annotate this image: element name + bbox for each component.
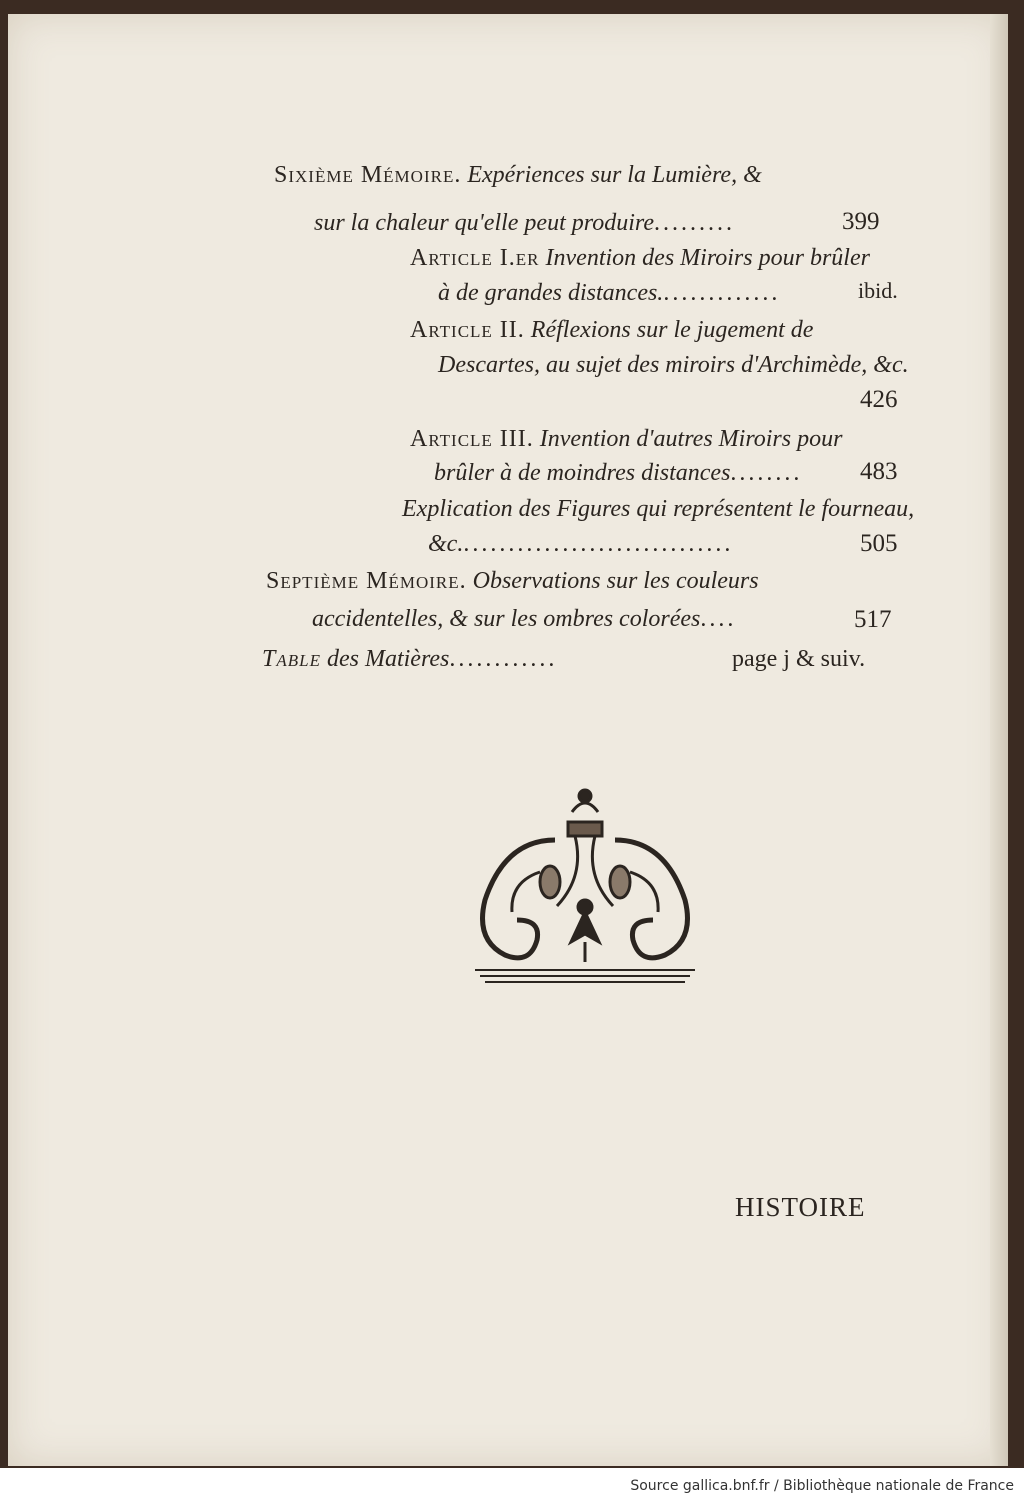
- page-number-483: 483: [860, 458, 898, 485]
- article-label: Article II.: [410, 317, 525, 343]
- toc-table-des-matieres: [262, 642, 557, 676]
- toc-explication: [402, 492, 914, 526]
- article-title-line1: Invention des Miroirs pour brûler: [545, 245, 870, 271]
- entry-label: Septième Mémoire.: [266, 568, 467, 594]
- toc-article-2-line2: [438, 348, 909, 382]
- leader-dots: .............: [663, 280, 781, 306]
- article-title-line2: brûler à de moindres distances: [434, 460, 731, 486]
- page-number-505: 505: [860, 530, 898, 557]
- crowned-fleuron-tailpiece-icon: [460, 782, 710, 992]
- page-number-426: 426: [860, 386, 898, 413]
- source-credit: Source gallica.bnf.fr / Bibliothèque nationale de France: [630, 1478, 1014, 1494]
- leader-dots: .........: [653, 210, 735, 236]
- page-number-399: 399: [842, 208, 880, 235]
- toc-article-2: [410, 313, 813, 347]
- toc-article-1: [410, 241, 870, 275]
- explication-title-line1: Explication des Figures qui représentent le fourneau,: [402, 496, 915, 522]
- entry-title-line1: Expériences sur la Lumière, &: [467, 162, 762, 188]
- article-title-line1: Invention d'autres Miroirs pour: [539, 426, 843, 452]
- article-title-line1: Réflexions sur le jugement de: [530, 317, 814, 343]
- toc-article-1-line2: [438, 276, 780, 310]
- article-title-line2: Descartes, au sujet des miroirs d'Archimède, &c.: [438, 352, 909, 378]
- page-number-ibid: ibid.: [858, 278, 898, 303]
- article-label: Article III.: [410, 426, 534, 452]
- table-title: des Matières: [326, 646, 450, 672]
- toc-entry-sixieme-memoire-line2: [314, 206, 735, 240]
- toc-entry-sixieme-memoire: [274, 158, 762, 192]
- page-number-517: 517: [854, 606, 892, 633]
- table-label: Table: [262, 646, 321, 672]
- leader-dots: ........: [730, 460, 803, 486]
- entry-label: Sixième Mémoire.: [274, 162, 462, 188]
- toc-entry-septieme-memoire: [266, 564, 759, 598]
- page-number-table: page j & suiv.: [732, 646, 866, 672]
- toc-article-3: [410, 422, 842, 456]
- book-page: [8, 14, 1008, 1466]
- article-title-line2: à de grandes distances.: [438, 280, 664, 306]
- leader-dots: ....: [700, 606, 737, 632]
- entry-title-line1: Observations sur les couleurs: [472, 568, 759, 594]
- catchword: HISTOIRE: [735, 1192, 866, 1222]
- article-label: Article I.er: [410, 245, 540, 271]
- entry-title-line2: accidentelles, & sur les ombres colorées: [312, 606, 701, 632]
- entry-title-line2: sur la chaleur qu'elle peut produire: [314, 210, 654, 236]
- toc-article-3-line2: [434, 456, 802, 490]
- toc-entry-septieme-memoire-line2: [312, 602, 736, 636]
- leader-dots: ..............................: [463, 531, 734, 557]
- footer: [0, 1468, 1024, 1503]
- leader-dots: ............: [449, 646, 558, 672]
- explication-title-line2: &c.: [428, 531, 464, 557]
- toc-explication-line2: [428, 527, 733, 561]
